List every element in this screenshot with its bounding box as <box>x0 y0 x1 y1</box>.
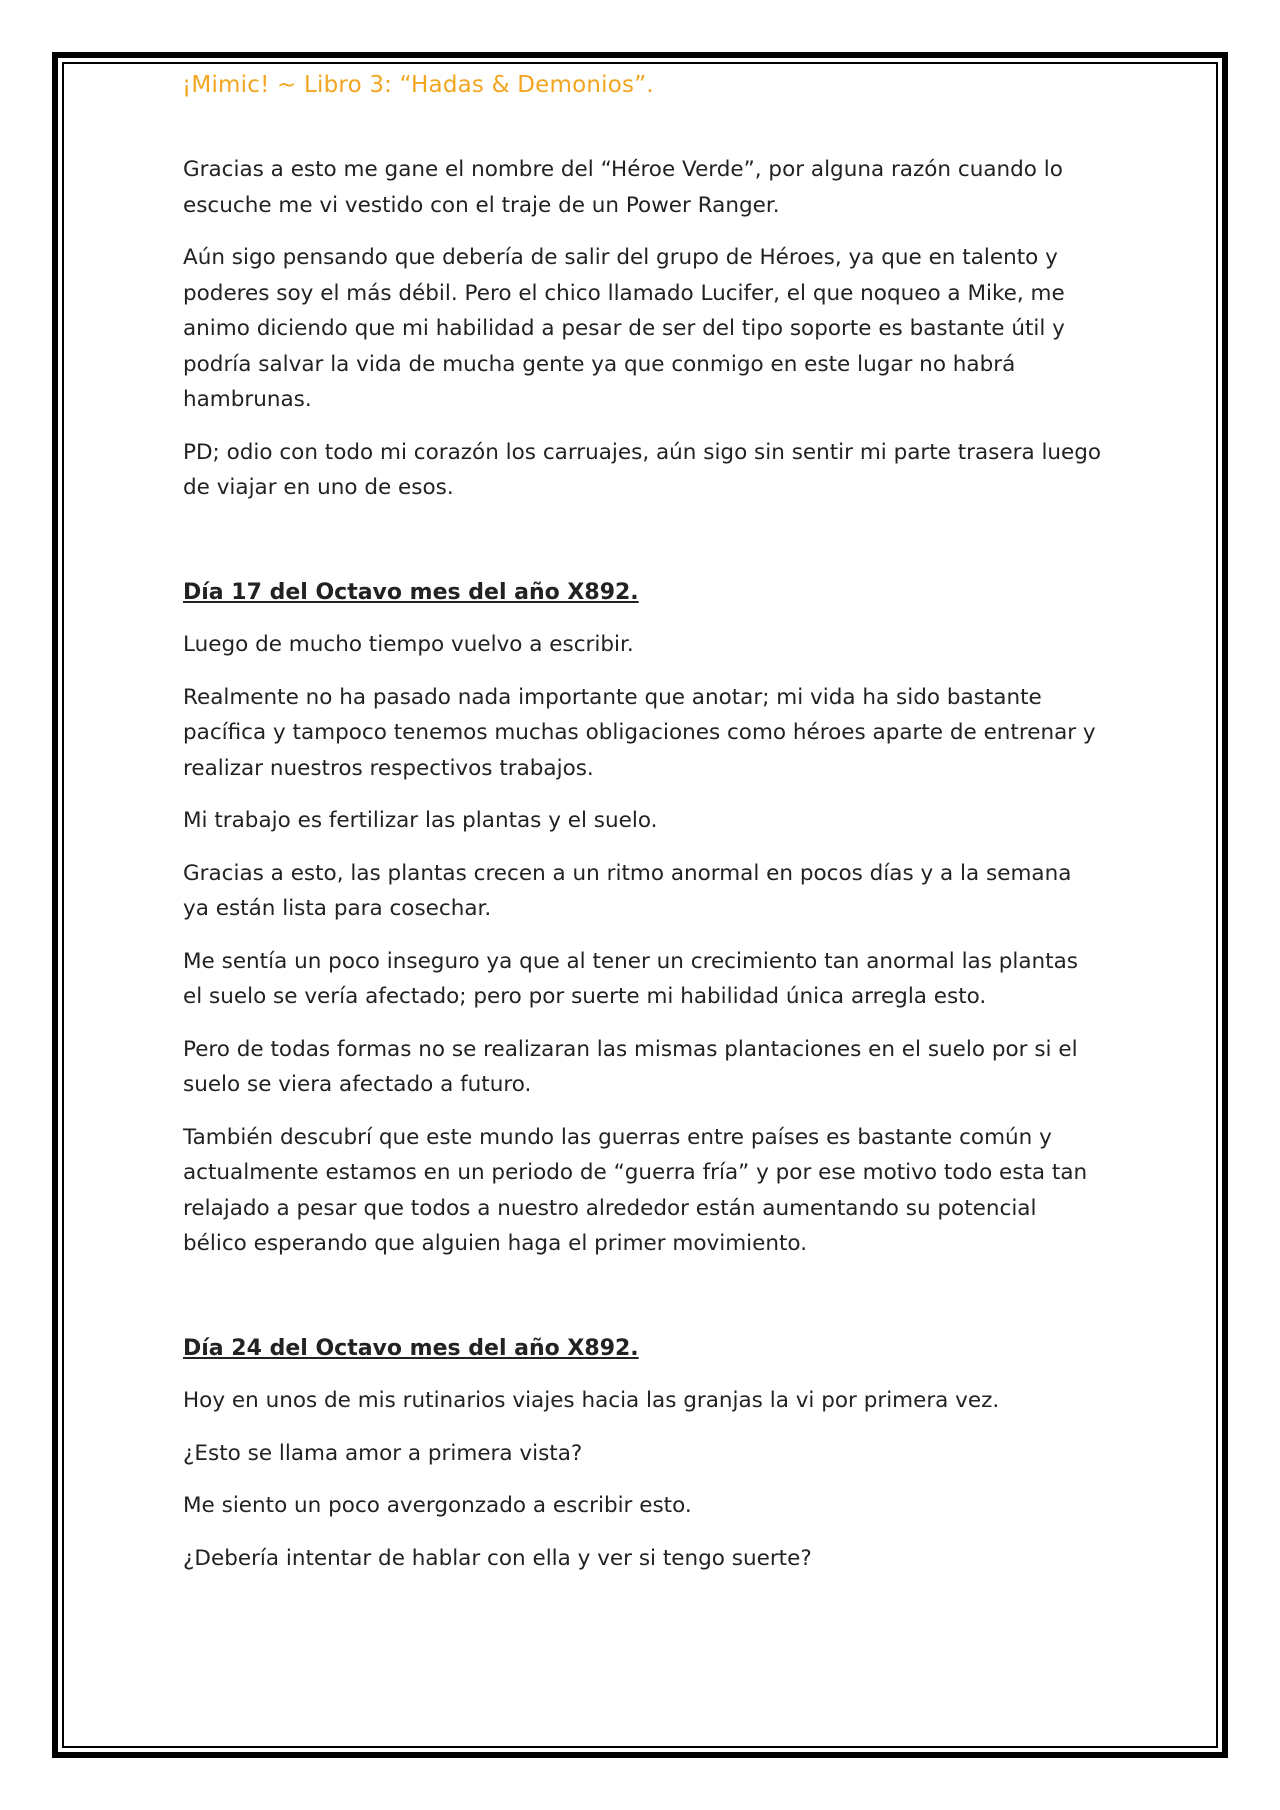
document-body <box>183 152 1103 1593</box>
paragraph: Gracias a esto, las plantas crecen a un ritmo anormal en pocos días y a la semana ya están lista para cosechar. <box>183 860 1072 921</box>
paragraph: Pero de todas formas no se realizaran las mismas plantaciones en el suelo por si el suelo se viera afectado a futuro. <box>183 1036 1078 1097</box>
page-header: ¡Mimic! ~ Libro 3: “Hadas & Demonios”. <box>182 72 654 98</box>
paragraph: Hoy en unos de mis rutinarios viajes hacia las granjas la vi por primera vez. <box>183 1388 1000 1413</box>
section-spacer <box>183 523 1103 575</box>
entry-heading: Día 17 del Octavo mes del año X892. <box>183 579 639 605</box>
paragraph: Me sentía un poco inseguro ya que al tener un crecimiento tan anormal las plantas el suelo se vería afectado; pero por suerte mi habilidad única arregla esto. <box>183 948 1078 1009</box>
paragraph: PD; odio con todo mi corazón los carruajes, aún sigo sin sentir mi parte trasera luego de viajar en uno de esos. <box>183 439 1102 500</box>
paragraph: ¿Esto se llama amor a primera vista? <box>183 1440 583 1466</box>
paragraph: Gracias a esto me gane el nombre del “Héroe Verde”, por alguna razón cuando lo escuche me vi vestido con el traje de un Power Ranger. <box>183 157 1063 218</box>
paragraph: Me siento un poco avergonzado a escribir esto. <box>183 1493 692 1518</box>
paragraph: Realmente no ha pasado nada importante que anotar; mi vida ha sido bastante pacífica y tampoco tenemos muchas obligaciones como héroes aparte de entrenar y realizar nuestros respectivos trabajos. <box>183 684 1096 781</box>
paragraph: ¿Debería intentar de hablar con ella y ver si tengo suerte? <box>183 1545 812 1571</box>
paragraph: Luego de mucho tiempo vuelvo a escribir. <box>183 632 634 657</box>
entry-heading: Día 24 del Octavo mes del año X892. <box>183 1335 639 1361</box>
paragraph: Aún sigo pensando que debería de salir del grupo de Héroes, ya que en talento y poderes soy el más débil. Pero el chico llamado Lucifer, el que noqueo a Mike, me animo diciendo que mi habilidad a pesar de ser del tipo soporte es bastante útil y podría salvar la vida de mucha gente ya que conmigo en este lugar no habrá hambrunas. <box>183 245 1065 412</box>
paragraph: Mi trabajo es fertilizar las plantas y el suelo. <box>183 808 658 833</box>
section-spacer <box>183 1279 1103 1331</box>
paragraph: También descubrí que este mundo las guerras entre países es bastante común y actualmente estamos en un periodo de “guerra fría” y por ese motivo todo esta tan relajado a pesar que todos a nuestro alrededor están aumentando su potencial bélico esperando que alguien haga el primer movimiento. <box>183 1124 1088 1256</box>
